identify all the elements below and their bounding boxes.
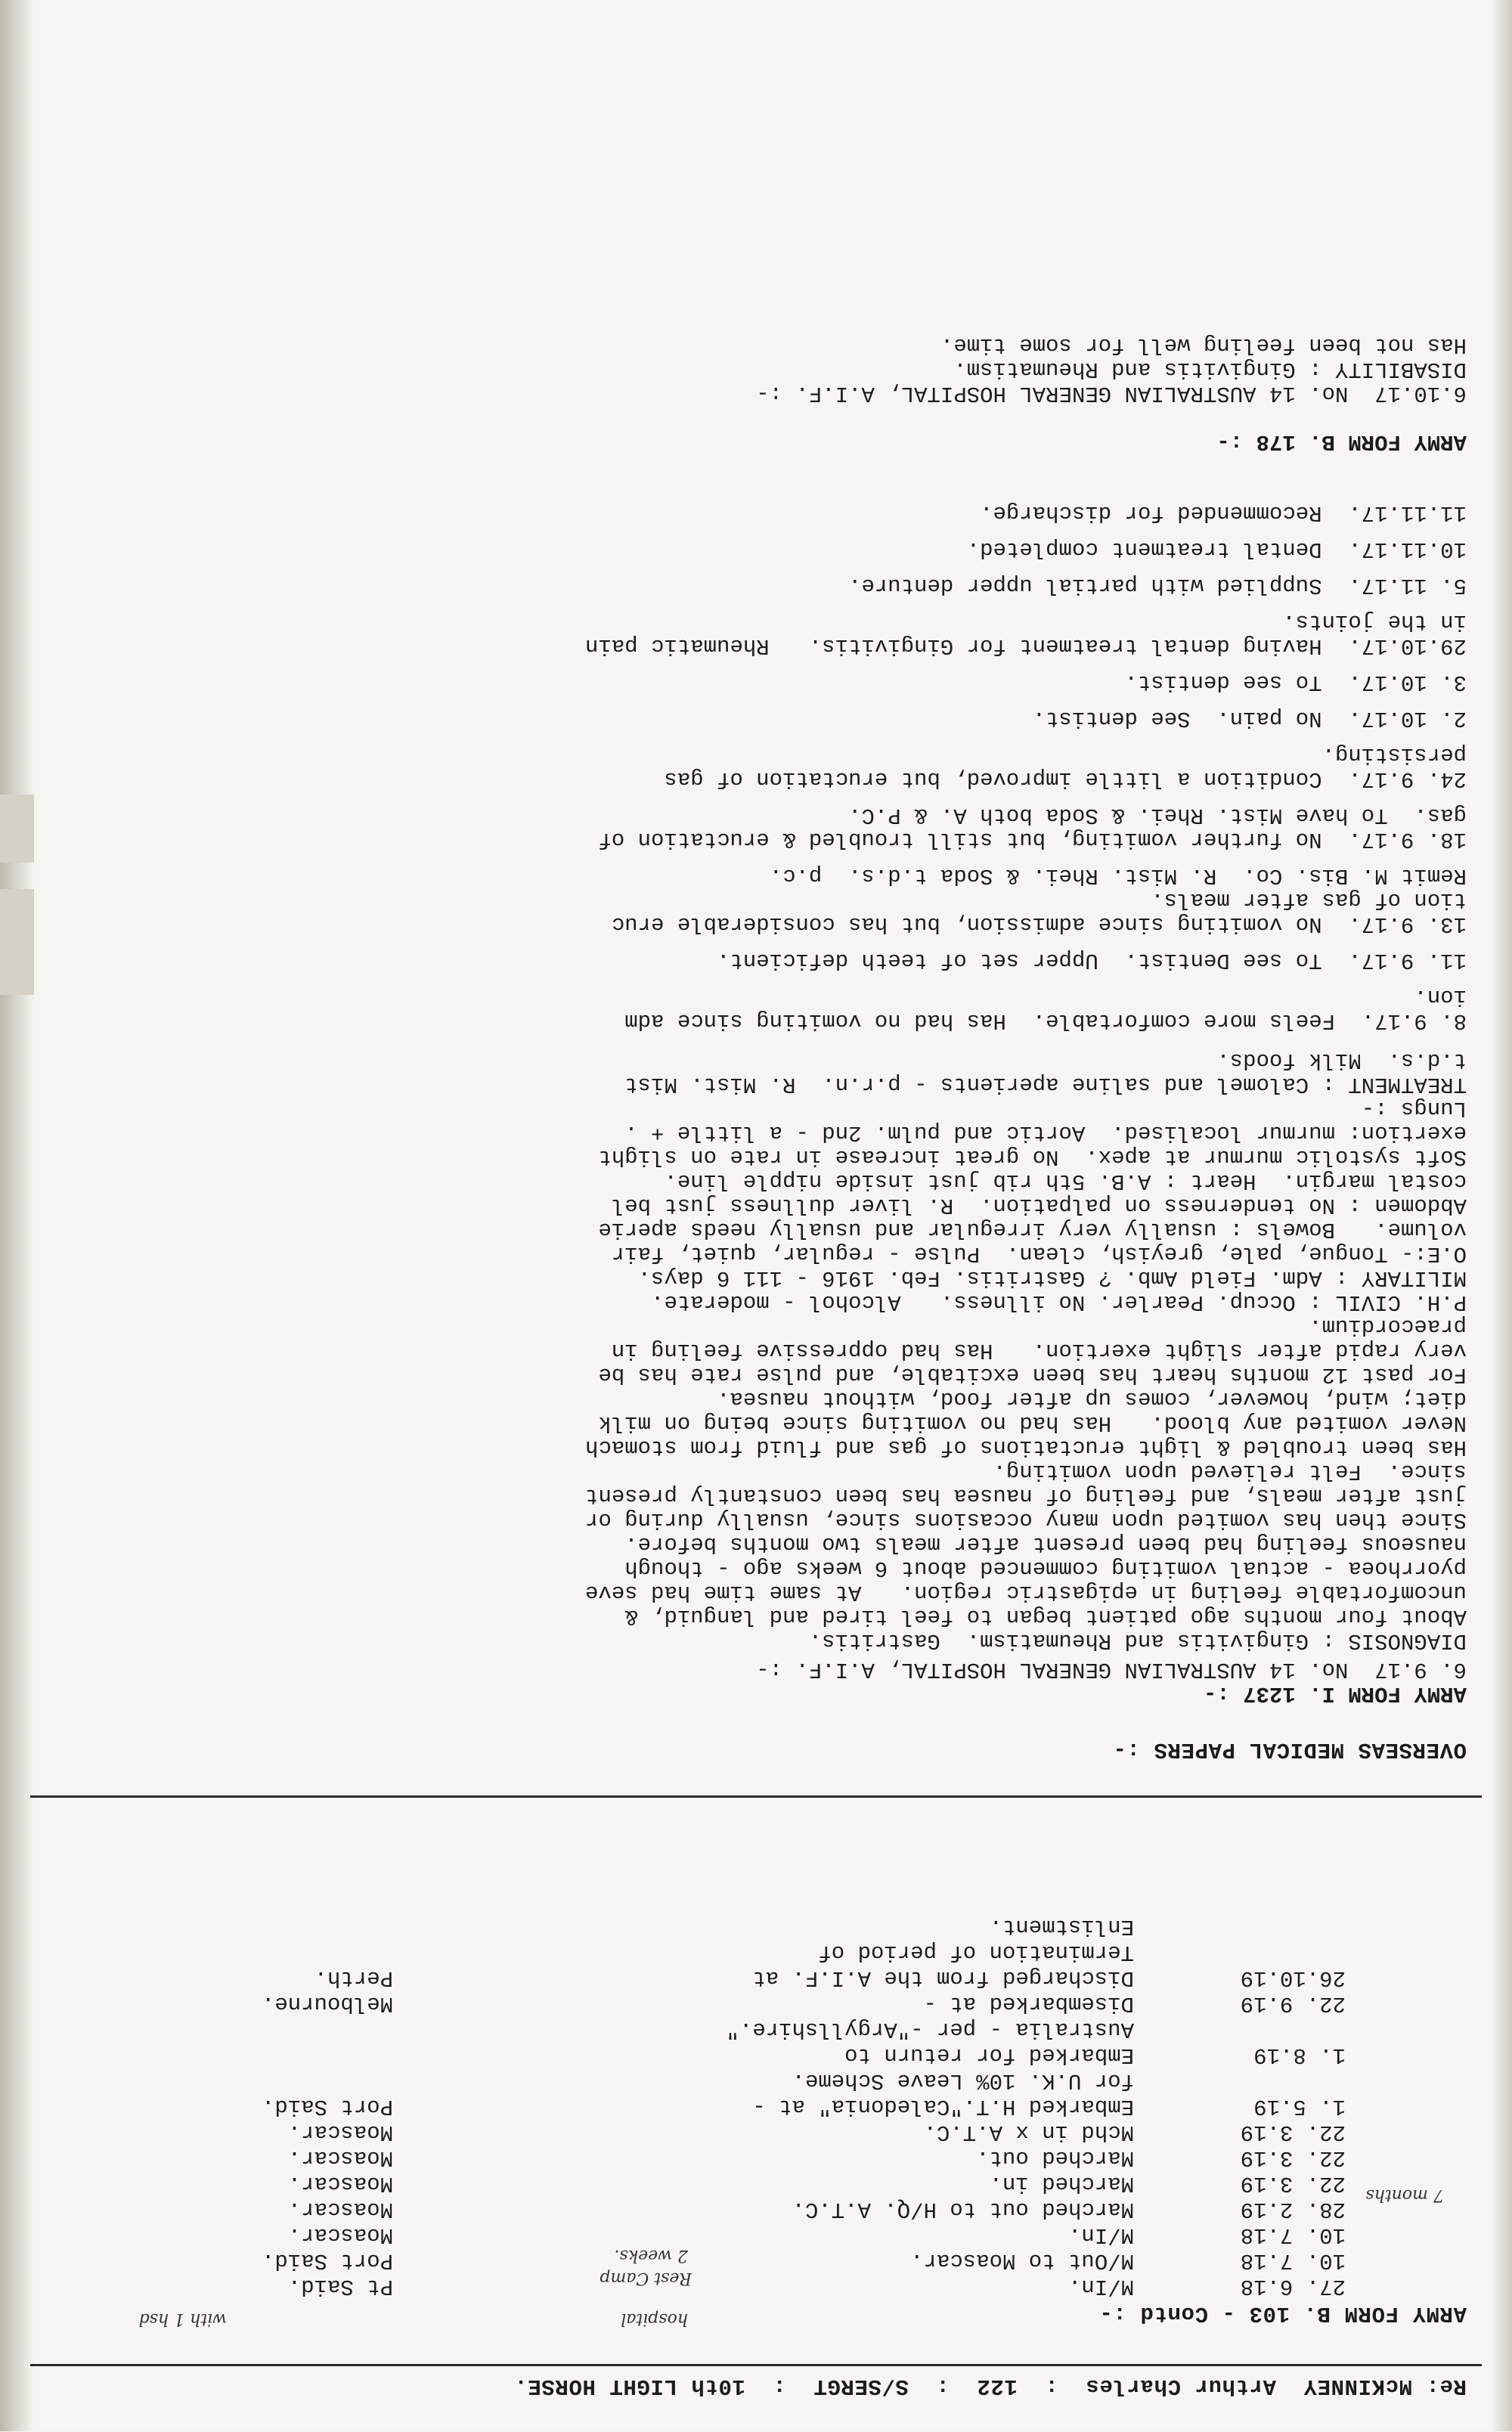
page-edge-shadow-right	[0, 0, 35, 2431]
paper-tear	[0, 889, 34, 995]
medical-line: ARMY FORM I. 1237 :-	[1203, 1681, 1467, 1706]
overseas-medical-papers-title: OVERSEAS MEDICAL PAPERS :-	[1112, 1737, 1467, 1762]
medical-line: Lungs :-	[1361, 1096, 1467, 1121]
medical-line: 11. 9.17. To see Dentist. Upper set of teeth deficient.	[717, 948, 1467, 973]
medical-line: persisting.	[1321, 742, 1467, 767]
handwritten-note: 7 months	[1365, 2186, 1444, 2204]
movement-date: 27. 6.18	[1240, 2274, 1346, 2299]
movement-place: Moascar.	[287, 2223, 393, 2248]
movement-date: 28. 2.19	[1240, 2197, 1346, 2222]
medical-line: DIAGNOSIS : Gingivitis and Rheumatism. Gastritis.	[808, 1628, 1467, 1653]
movement-entry: Disembarked at -	[923, 1991, 1134, 2016]
medical-line: very rapid after slight exertion. Has had oppressive feeling in	[611, 1338, 1467, 1363]
medical-line: ion.	[1414, 984, 1467, 1009]
medical-line: 13. 9.17. No vomiting since admission, but has considerable eruc	[611, 912, 1467, 937]
medical-line: 6. 9.17 No. 14 AUSTRALIAN GENERAL HOSPITAL, A.I.F. :-	[756, 1657, 1467, 1682]
movement-date: 22. 3.19	[1240, 2120, 1346, 2145]
movement-entry: Mchd in x A.T.C.	[923, 2120, 1134, 2145]
medical-line: 29.10.17. Having dental treatment for Gingivitis. Rheumatic pain	[585, 634, 1467, 658]
movement-date: 22. 3.19	[1240, 2145, 1346, 2170]
movement-entry: for U.K. 10% Leave Scheme.	[792, 2068, 1134, 2093]
movement-entry: Embarked H.T."Caledonia" at -	[752, 2094, 1134, 2119]
medical-line: just after meals, and feeling of nausea has been constantly present	[585, 1483, 1467, 1508]
movement-entry: Discharged from the A.I.F. at	[752, 1966, 1134, 1991]
movement-date: 1. 8.19	[1253, 2043, 1346, 2068]
movement-entry: Marched in.	[989, 2171, 1134, 2196]
medical-line: 6.10.17 No. 14 AUSTRALIAN GENERAL HOSPITAL, A.I.F. :-	[756, 381, 1467, 406]
medical-line: Soft systolic murmur at apex. No great increase in rate on slight	[598, 1145, 1467, 1170]
movement-date: 26.10.19	[1240, 1966, 1346, 1991]
medical-line: pyorrhoea - actual vomiting commenced about 6 weeks ago - though	[624, 1556, 1467, 1581]
army-form-b103-title: ARMY FORM B. 103 - Contd :-	[1098, 2301, 1467, 2326]
movement-entry: Enlistment.	[989, 1914, 1134, 1939]
movement-entry: M/In.	[1067, 2274, 1134, 2299]
medical-line: costal margin. Heart : A.B. 5th rib just inside nipple line.	[664, 1169, 1467, 1194]
movement-date: 10. 7.18	[1240, 2223, 1346, 2248]
movement-place: Moascar.	[287, 2197, 393, 2222]
medical-line: exertion: murmur localised. Aortic and pulm. 2nd - a little + .	[624, 1120, 1467, 1145]
movement-place: Port Said.	[261, 2248, 393, 2273]
medical-line: in the joints.	[1282, 609, 1467, 634]
paper-tear	[0, 795, 34, 863]
movement-place: Pt Said.	[287, 2274, 393, 2299]
movement-place: Moascar.	[287, 2145, 393, 2170]
movement-place: Perth.	[314, 1966, 393, 1991]
page-edge-shadow	[1491, 0, 1512, 2431]
medical-line: 11.11.17. Recommended for discharge.	[980, 500, 1467, 525]
movement-entry: Marched out.	[976, 2145, 1134, 2170]
movement-entry: Marched out to H/Q. A.T.C.	[792, 2197, 1134, 2222]
movement-place: Moascar.	[287, 2120, 393, 2145]
medical-line: 24. 9.17. Condition a little improved, but eructation of gas	[664, 767, 1467, 792]
medical-line: About four months ago patient began to feel tired and languid, &	[624, 1604, 1467, 1629]
handwritten-note: 2 weeks.	[614, 2246, 688, 2265]
medical-line: praecordium.	[1309, 1314, 1467, 1339]
medical-line: gas. To have Mist. Rhei. & Soda both A. & P.C.	[848, 803, 1467, 828]
medical-line: 8. 9.17. Feels more comfortable. Has had no vomiting since adm	[624, 1008, 1467, 1033]
medical-line: P.H. CIVIL : Occup. Pearler. No illness. Alcohol - moderate.	[651, 1290, 1467, 1315]
handwritten-note: hospital	[621, 2310, 688, 2328]
medical-line: 2. 10.17. No pain. See dentist.	[1032, 706, 1467, 731]
movement-place: Melbourne.	[261, 1991, 393, 2016]
medical-line: 10.11.17. Dental treatment completed.	[966, 537, 1467, 562]
medical-line: uncomfortable feeling in epigastric region. At same time had seve	[585, 1580, 1467, 1605]
movement-date: 22. 9.19	[1240, 1991, 1346, 2016]
medical-line: t.d.s. Milk foods.	[1216, 1048, 1467, 1073]
medical-line: diet; wind, however, comes up after food, without nausea.	[717, 1386, 1467, 1411]
medical-line: TREATMENT : Calomel and saline aperients - p.r.n. R. Mist. Mist	[624, 1072, 1467, 1097]
medical-line: O.E:- Tongue, pale, greyish, clean. Pulse - regular, quiet, fair	[611, 1241, 1467, 1266]
medical-line: tion of gas after meals.	[1151, 888, 1467, 912]
medical-line: since. Felt relieved upon vomiting.	[993, 1459, 1467, 1484]
header-rule	[30, 2364, 1482, 2366]
movement-date: 22. 3.19	[1240, 2171, 1346, 2196]
section-rule	[30, 1795, 1482, 1798]
medical-line: Abdomen : No tenderness on palpation. R. liver dullness just bel	[611, 1193, 1467, 1218]
medical-line: For past 12 months heart has been excitable, and pulse rate has be	[598, 1362, 1467, 1387]
medical-line: Remit M. Bis. Co. R. Mist. Rhei. & Soda t.d.s. p.c.	[769, 863, 1467, 888]
movement-place: Port Said.	[261, 2094, 393, 2119]
handwritten-note: with 1 hsd	[138, 2310, 227, 2328]
medical-line: MILITARY : Adm. Field Amb. ? Gastritis. Feb. 1916 - 111 6 days.	[637, 1266, 1467, 1290]
medical-line: ARMY FORM B. 178 :-	[1216, 429, 1467, 454]
handwritten-note: Rest Camp	[600, 2269, 692, 2288]
movement-date: 1. 5.19	[1253, 2094, 1346, 2119]
movement-entry: M/In.	[1067, 2223, 1134, 2248]
movement-place: Moascar.	[287, 2171, 393, 2196]
movement-date: 10. 7.18	[1240, 2248, 1346, 2273]
medical-line: 3. 10.17. To see dentist.	[1124, 670, 1467, 695]
movement-entry: Termination of period of	[818, 1940, 1134, 1965]
medical-line: volume. Bowels : usually very irregular and usually needs aperie	[598, 1217, 1467, 1242]
movement-entry: M/Out to Moascar.	[910, 2248, 1134, 2273]
movement-entry: Embarked for return to	[844, 2043, 1134, 2068]
record-header: Re: McKINNEY Arthur Charles : 122 : S/SERGT : 10th LIGHT HORSE.	[513, 2374, 1467, 2399]
medical-line: Has been troubled & light eructations of gas and fluid from stomach	[585, 1435, 1467, 1460]
medical-line: 5. 11.17. Supplied with partial upper denture.	[848, 573, 1467, 598]
medical-line: Since then has vomited upon many occasions since, usually during or	[585, 1507, 1467, 1532]
medical-line: Never vomited any blood. Has had no vomiting since being on milk	[598, 1411, 1467, 1436]
movement-entry: Australia - per -"Argyllshire."	[726, 2017, 1134, 2042]
medical-line: nauseous feeling had been present after meals two months before.	[624, 1532, 1467, 1557]
medical-line: Has not been feeling well for some time.	[940, 333, 1467, 358]
medical-line: DISABILITY : Gingivitis and Rheumatism.	[953, 357, 1467, 382]
medical-line: 18. 9.17. No further vomiting, but still troubled & eructation of	[598, 827, 1467, 852]
